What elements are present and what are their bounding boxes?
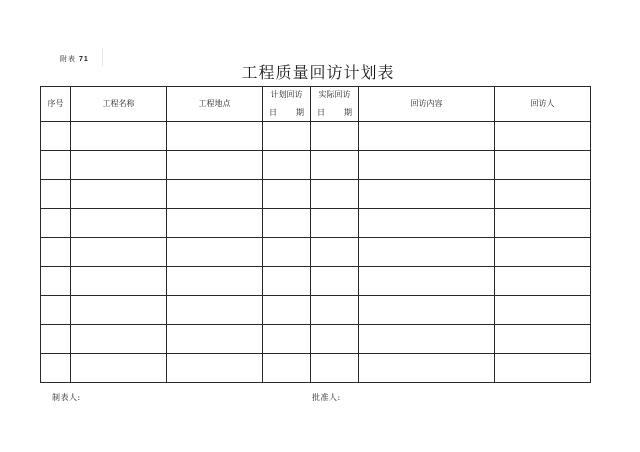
header-planned-visit-label: 计划回访 [270,90,303,99]
cell-seq[interactable] [41,325,71,354]
cell-visitor[interactable] [495,296,591,325]
cell-actual-visit-date[interactable] [311,151,359,180]
header-actual-qi: 期 [344,108,352,117]
header-project-name: 工程名称 [71,87,167,122]
cell-actual-visit-date[interactable] [311,180,359,209]
cell-seq[interactable] [41,151,71,180]
cell-actual-visit-date[interactable] [311,296,359,325]
table-row [41,122,591,151]
header-visit-content: 回访内容 [359,87,495,122]
cell-actual-visit-date[interactable] [311,122,359,151]
cell-planned-visit-date[interactable] [263,296,311,325]
cell-visitor[interactable] [495,325,591,354]
cell-seq[interactable] [41,296,71,325]
cell-seq[interactable] [41,354,71,383]
cell-actual-visit-date[interactable] [311,354,359,383]
cell-project-location[interactable] [167,238,263,267]
cell-visit-content[interactable] [359,325,495,354]
cell-planned-visit-date[interactable] [263,122,311,151]
header-row [41,87,591,122]
cell-visit-content[interactable] [359,209,495,238]
table-body [41,122,591,383]
cell-project-name[interactable] [71,122,167,151]
cell-visit-content[interactable] [359,296,495,325]
cell-actual-visit-date[interactable] [311,209,359,238]
cell-visitor[interactable] [495,151,591,180]
cell-planned-visit-date[interactable] [263,267,311,296]
appendix-number: 71 [79,56,89,63]
cell-seq[interactable] [41,180,71,209]
header-actual-visit-label: 实际回访 [318,90,351,99]
cell-project-location[interactable] [167,122,263,151]
cell-project-location[interactable] [167,180,263,209]
header-planned-visit-date-label [263,101,310,119]
cell-visit-content[interactable] [359,151,495,180]
cell-planned-visit-date[interactable] [263,209,311,238]
cell-visit-content[interactable] [359,122,495,151]
table-row [41,209,591,238]
cell-project-location[interactable] [167,296,263,325]
visit-plan-table [40,86,591,383]
cell-visit-content[interactable] [359,354,495,383]
table-row [41,325,591,354]
table-row [41,151,591,180]
cell-visitor[interactable] [495,238,591,267]
cell-project-location[interactable] [167,209,263,238]
cell-seq[interactable] [41,267,71,296]
cell-visit-content[interactable] [359,267,495,296]
table-row [41,354,591,383]
header-project-location: 工程地点 [167,87,263,122]
header-actual-visit-date-label [311,101,358,119]
cell-project-name[interactable] [71,209,167,238]
cell-project-name[interactable] [71,354,167,383]
cell-project-name[interactable] [71,296,167,325]
table-row [41,180,591,209]
cell-visitor[interactable] [495,180,591,209]
cell-actual-visit-date[interactable] [311,325,359,354]
cell-seq[interactable] [41,122,71,151]
cell-project-name[interactable] [71,238,167,267]
table-row [41,238,591,267]
cell-visitor[interactable] [495,267,591,296]
cell-seq[interactable] [41,209,71,238]
cell-planned-visit-date[interactable] [263,325,311,354]
cell-planned-visit-date[interactable] [263,354,311,383]
header-planned-qi: 期 [296,108,304,117]
appendix-text: 附表 [60,55,76,63]
cell-seq[interactable] [41,238,71,267]
cell-project-location[interactable] [167,267,263,296]
header-planned-ri: 日 [269,108,277,117]
maker-label: 制表人: [52,393,81,402]
cell-project-location[interactable] [167,325,263,354]
cell-project-name[interactable] [71,180,167,209]
cell-planned-visit-date[interactable] [263,180,311,209]
cell-project-location[interactable] [167,354,263,383]
header-actual-visit-date [311,87,359,122]
page-title: 工程质量回访计划表 [241,63,395,82]
header-visitor: 回访人 [495,87,591,122]
cell-visitor[interactable] [495,122,591,151]
cell-project-name[interactable] [71,325,167,354]
cell-planned-visit-date[interactable] [263,151,311,180]
header-actual-ri: 日 [317,108,325,117]
header-seq: 序号 [41,87,71,122]
table-row [41,296,591,325]
cell-visit-content[interactable] [359,180,495,209]
approver-label: 批准人: [312,393,341,402]
cell-actual-visit-date[interactable] [311,238,359,267]
table-row [41,267,591,296]
cell-actual-visit-date[interactable] [311,267,359,296]
cell-visitor[interactable] [495,354,591,383]
cell-visit-content[interactable] [359,238,495,267]
header-planned-visit-date [263,87,311,122]
cell-project-location[interactable] [167,151,263,180]
cell-visitor[interactable] [495,209,591,238]
cell-planned-visit-date[interactable] [263,238,311,267]
cell-project-name[interactable] [71,151,167,180]
cell-project-name[interactable] [71,267,167,296]
